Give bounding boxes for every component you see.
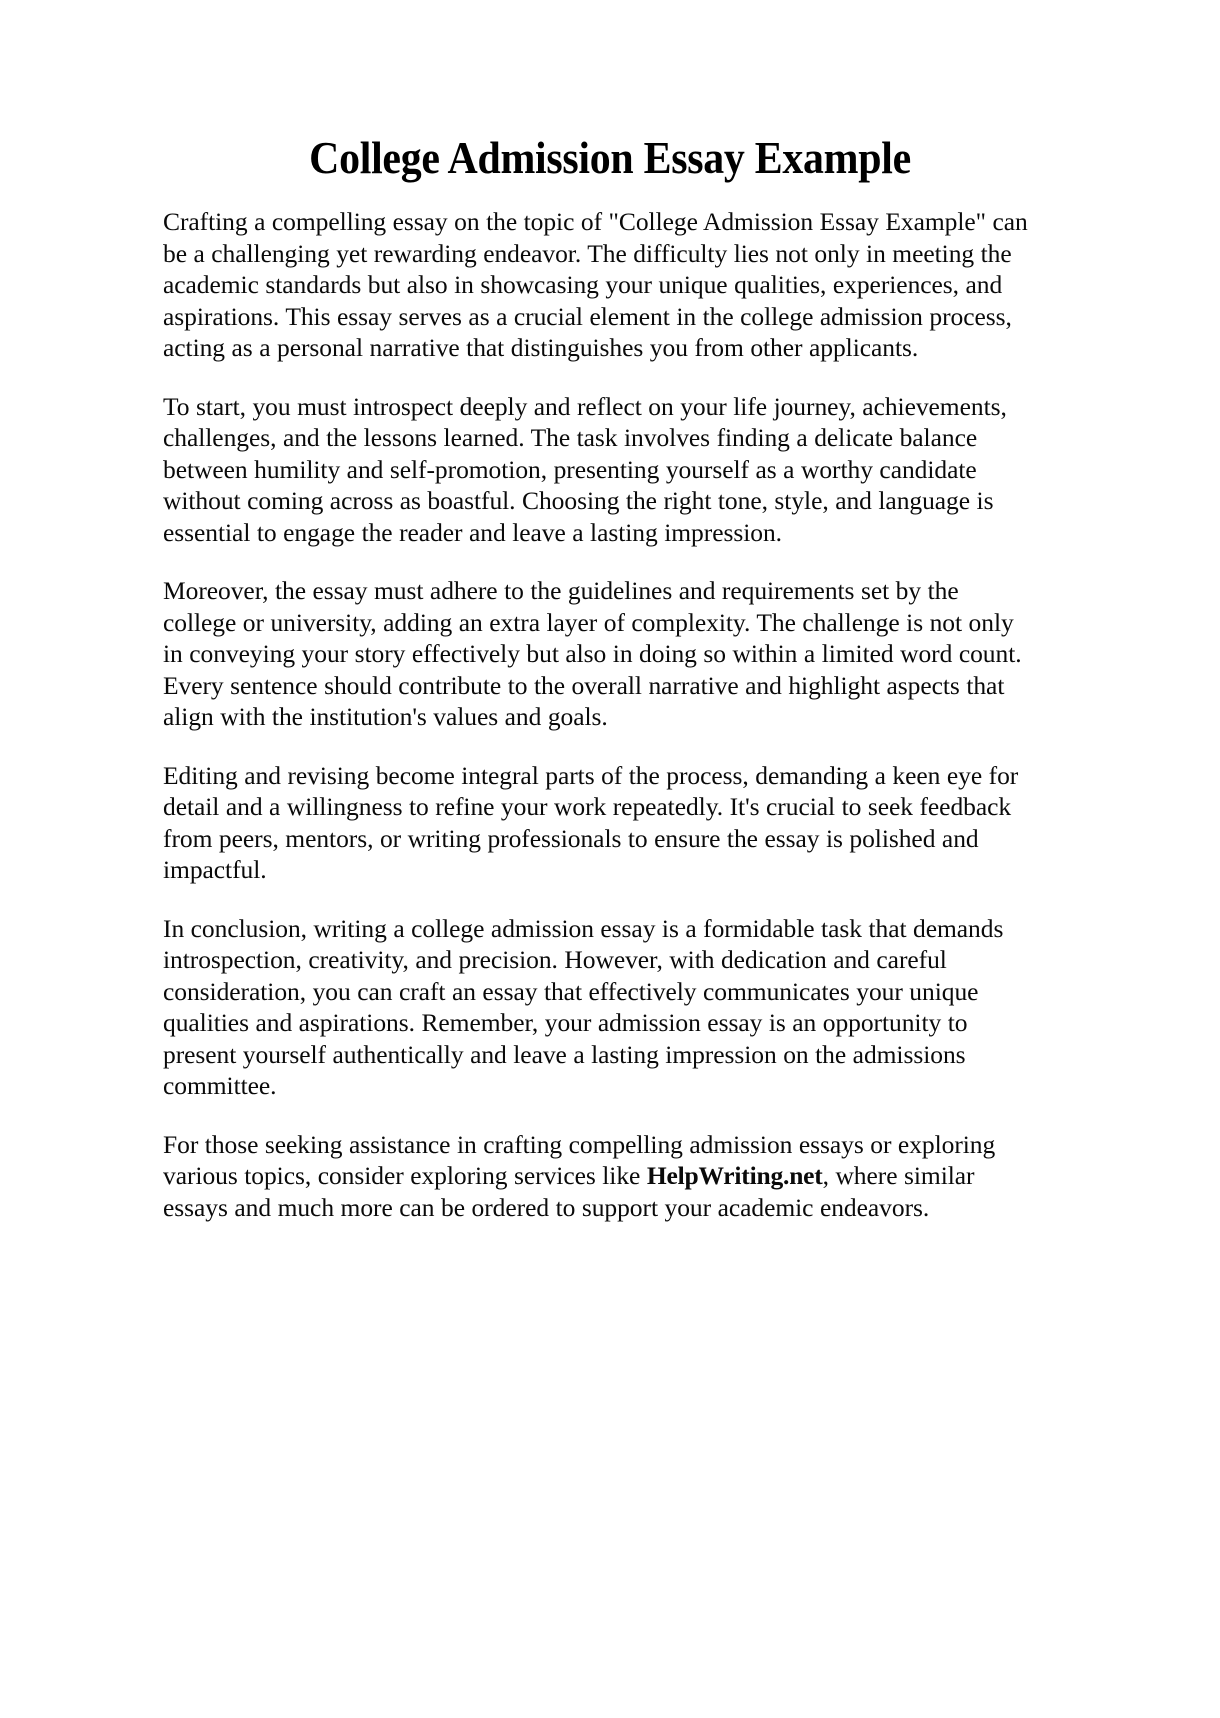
page-title: College Admission Essay Example xyxy=(309,133,911,184)
call-to-action-lead-text: For those seeking assistance in crafting compelling admission essays or exploring various topics, consider exploring services like xyxy=(163,1129,996,1190)
paragraph-guidelines: Moreover, the essay must adhere to the guidelines and requirements set by the college or university, adding an extra layer of complexity. The challenge is not only in conveying your story effectively but also in doing so within a limited word count. Every sentence should contribute to the overall narrative and highlight aspects that align with the institution's values and goals. xyxy=(163,576,1022,731)
helpwriting-brand-link[interactable]: HelpWriting.net xyxy=(646,1161,823,1190)
paragraph-editing: Editing and revising become integral parts of the process, demanding a keen eye for detail and a willingness to refine your work repeatedly. It's crucial to seek feedback from peers, mentors, or writing professionals to ensure the essay is polished and impactful. xyxy=(163,760,1019,884)
paragraph-conclusion: In conclusion, writing a college admission essay is a formidable task that demands introspection, creativity, and precision. However, with dedication and careful consideration, you can craft an essay that effectively communicates your unique qualities and aspirations. Remember, your admission essay is an opportunity to present yourself authentically and leave a lasting impression on the admissions committee. xyxy=(163,913,1004,1100)
call-to-action-trailing-text: , where similar essays and much more can be ordered to support your academic endeavors. xyxy=(163,1161,975,1222)
paragraph-introspection: To start, you must introspect deeply and reflect on your life journey, achievements, challenges, and the lessons learned. The task involves finding a delicate balance between humility and self-promotion, presenting yourself as a worthy candidate without coming across as boastful. Choosing the right tone, style, and language is essential to engage the reader and leave a lasting impression. xyxy=(163,391,1007,547)
paragraph-intro: Crafting a compelling essay on the topic of "College Admission Essay Example" can be a challenging yet rewarding endeavor. The difficulty lies not only in meeting the academic standards but also in showcasing your unique qualities, experiences, and aspirations. This essay serves as a crucial element in the college admission process, acting as a personal narrative that distinguishes you from other applicants. xyxy=(163,207,1028,362)
paragraph-call-to-action xyxy=(163,1129,1031,1224)
document-body xyxy=(163,206,1031,1223)
